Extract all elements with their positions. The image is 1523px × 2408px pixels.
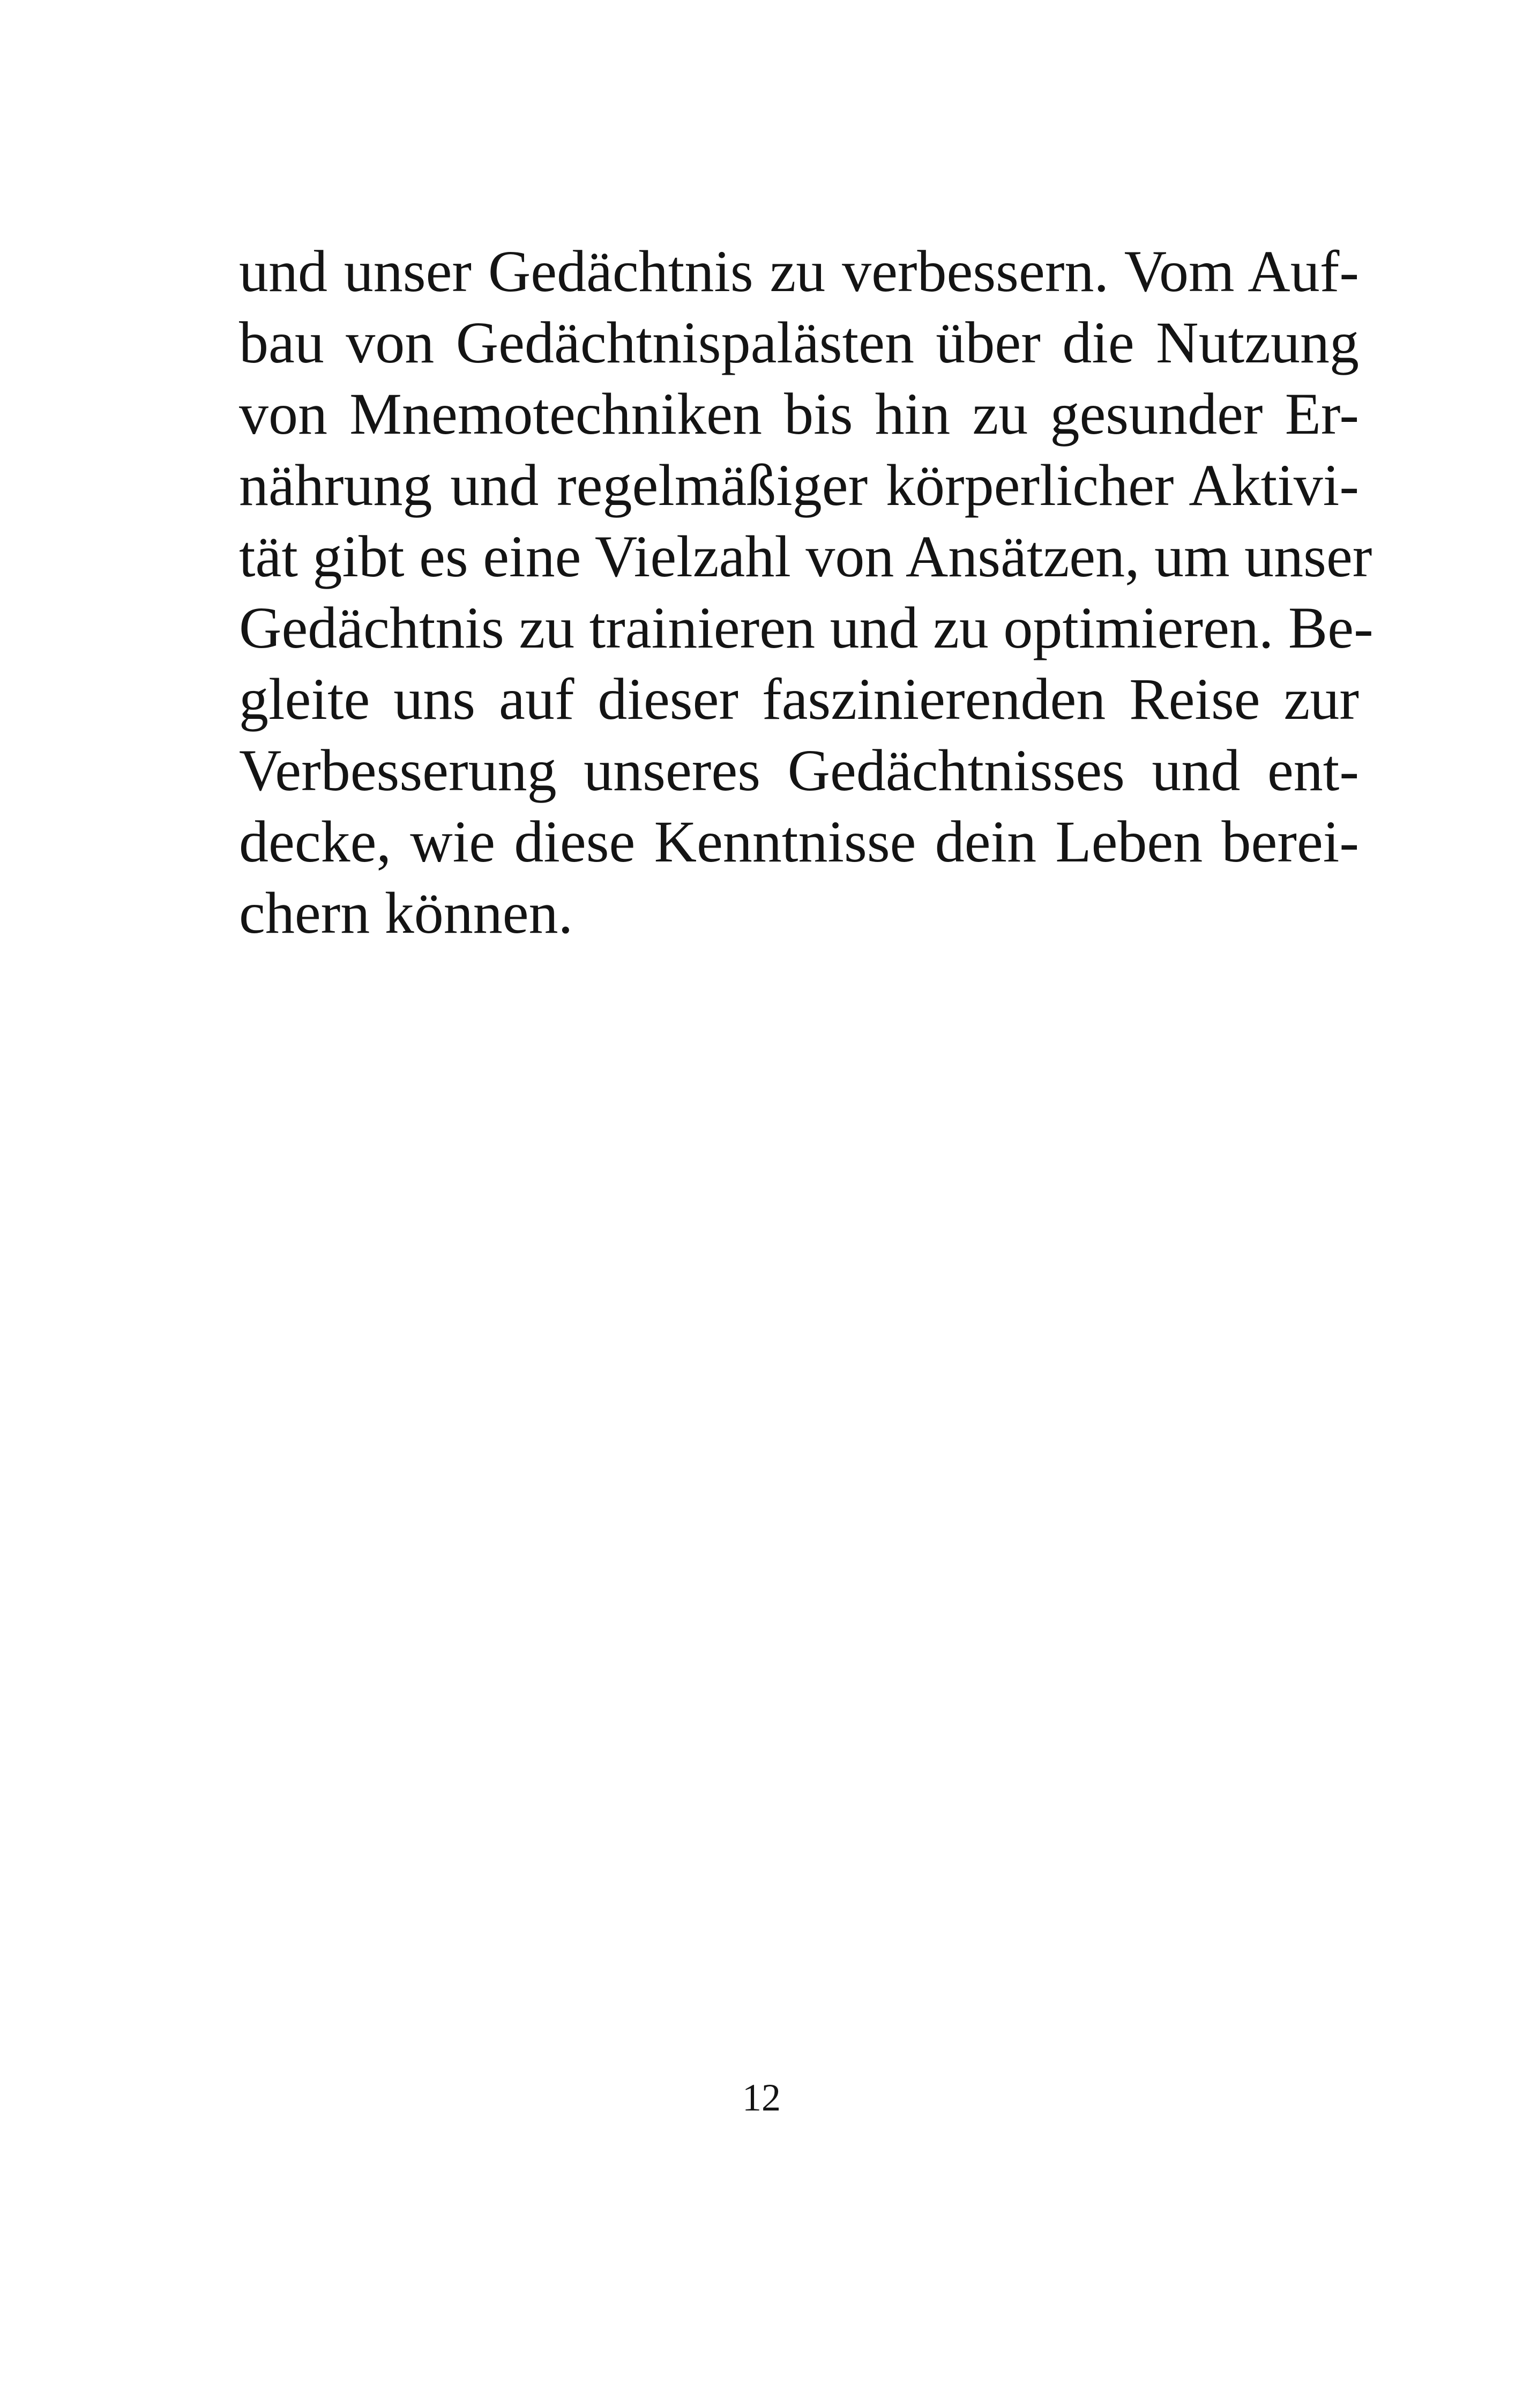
paragraph-line: decke, wie diese Kenntnisse dein Leben berei- [239,809,1359,874]
paragraph-line: bau von Gedächtnispalästen über die Nutzung [239,310,1359,375]
paragraph-line: und unser Gedächtnis zu verbessern. Vom Auf- [239,239,1359,304]
paragraph-line: Verbesserung unseres Gedächtnisses und ent- [239,738,1359,803]
body-paragraph [239,236,1373,949]
paragraph-line: chern können. [239,880,573,946]
paragraph-line: Gedächtnis zu trainieren und zu optimieren. Be- [239,595,1373,660]
paragraph-line: tät gibt es eine Vielzahl von Ansätzen, um unser [239,524,1372,589]
page-number: 12 [742,2076,781,2119]
paragraph-line: nährung und regelmäßiger körperlicher Aktivi- [239,452,1359,518]
paragraph-line: gleite uns auf dieser faszinierenden Reise zur [239,666,1359,732]
paragraph-line: von Mnemotechniken bis hin zu gesunder Er- [239,381,1359,447]
